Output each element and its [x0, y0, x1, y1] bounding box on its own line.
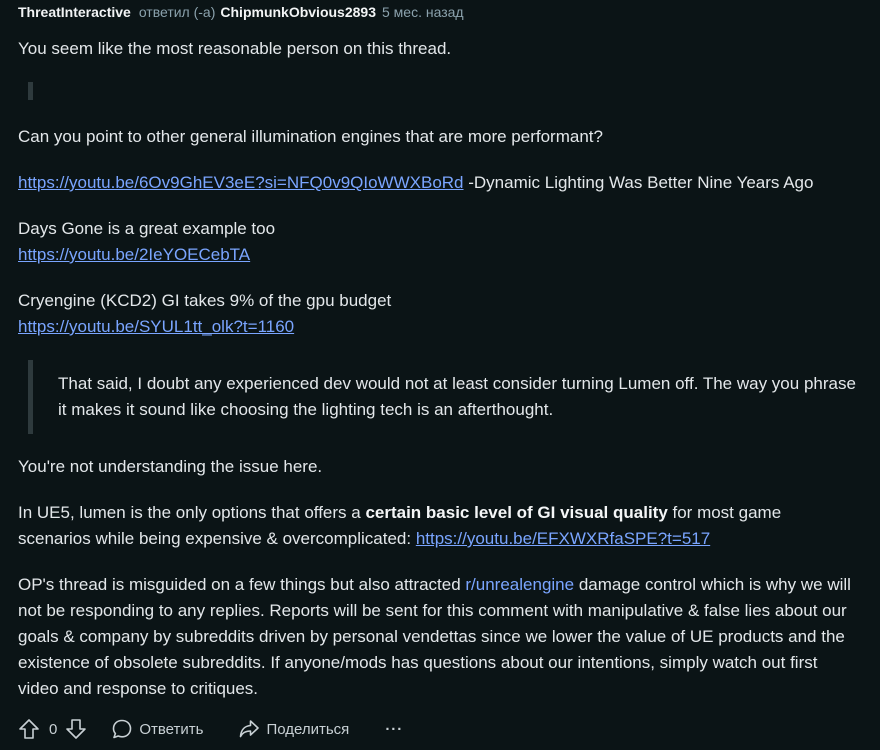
share-label: Поделиться — [266, 720, 350, 738]
subreddit-link[interactable]: r/unrealengine — [465, 575, 575, 594]
paragraph-5-text: Cryengine (KCD2) GI takes 9% of the gpu budget — [18, 291, 392, 310]
reply-target-link[interactable]: ChipmunkObvious2893 — [220, 4, 376, 20]
paragraph-7-post: for most game scenarios while being expensive & overcomplicated: — [18, 503, 782, 548]
paragraph-3-text: -Dynamic Lighting Was Better Nine Years Ago — [463, 173, 814, 192]
blockquote — [28, 360, 858, 434]
share-arrow-icon — [238, 718, 260, 740]
paragraph-8-post: damage control which is why we will not be responding to any replies. Reports will be sent for this comment with manipulative & false lies about our goals & company by subreddits driven by personal vendettas since we lower the value of UE products and the existence of obsolete subreddits. If anyone/mods has questions about our intentions, simply watch out first video and response to critiques. — [18, 575, 851, 698]
replied-label: ответил (-а) — [138, 4, 216, 20]
arrow-up-icon[interactable] — [18, 718, 40, 740]
youtube-link-1[interactable]: https://youtu.be/6Ov9GhEV3eE?si=NFQ0v9QIoWWXBoRd — [18, 173, 464, 192]
comment-actions — [18, 714, 403, 744]
blockquote-text: That said, I doubt any experienced dev would not at least consider turning Lumen off. The way you phrase it makes it sound like choosing the lighting tech is an afterthought. — [58, 374, 856, 419]
paragraph-4 — [18, 216, 858, 268]
speech-bubble-icon — [111, 718, 133, 740]
paragraph-8 — [18, 572, 858, 702]
comment — [18, 0, 858, 702]
ellipsis-icon[interactable]: ··· — [385, 720, 404, 738]
reply-button[interactable] — [111, 718, 203, 740]
author-link[interactable]: ThreatInteractive — [18, 4, 131, 20]
paragraph-3 — [18, 170, 858, 196]
paragraph-4-text: Days Gone is a great example too — [18, 219, 276, 238]
timestamp[interactable]: 5 мес. назад — [381, 4, 464, 20]
paragraph-1: You seem like the most reasonable person on this thread. — [18, 39, 452, 58]
arrow-down-icon[interactable] — [65, 718, 87, 740]
empty-quote — [28, 82, 858, 100]
paragraph-2: Can you point to other general illumination engines that are more performant? — [18, 127, 603, 146]
paragraph-7-bold: certain basic level of GI visual quality — [365, 503, 668, 522]
comment-body — [18, 36, 858, 702]
paragraph-7-pre: In UE5, lumen is the only options that offers a — [18, 503, 366, 522]
share-button[interactable] — [238, 718, 349, 740]
comment-meta — [18, 0, 858, 24]
paragraph-7 — [18, 500, 858, 552]
youtube-link-2[interactable]: https://youtu.be/2IeYOECebTA — [18, 245, 251, 264]
reply-label: Ответить — [139, 720, 204, 738]
youtube-link-3[interactable]: https://youtu.be/SYUL1tt_olk?t=1160 — [18, 317, 295, 336]
paragraph-6: You're not understanding the issue here. — [18, 457, 323, 476]
youtube-link-4[interactable]: https://youtu.be/EFXWXRfaSPE?t=517 — [415, 529, 711, 548]
vote-count: 0 — [49, 720, 58, 738]
paragraph-8-pre: OP's thread is misguided on a few things but also attracted — [18, 575, 466, 594]
paragraph-5 — [18, 288, 858, 340]
